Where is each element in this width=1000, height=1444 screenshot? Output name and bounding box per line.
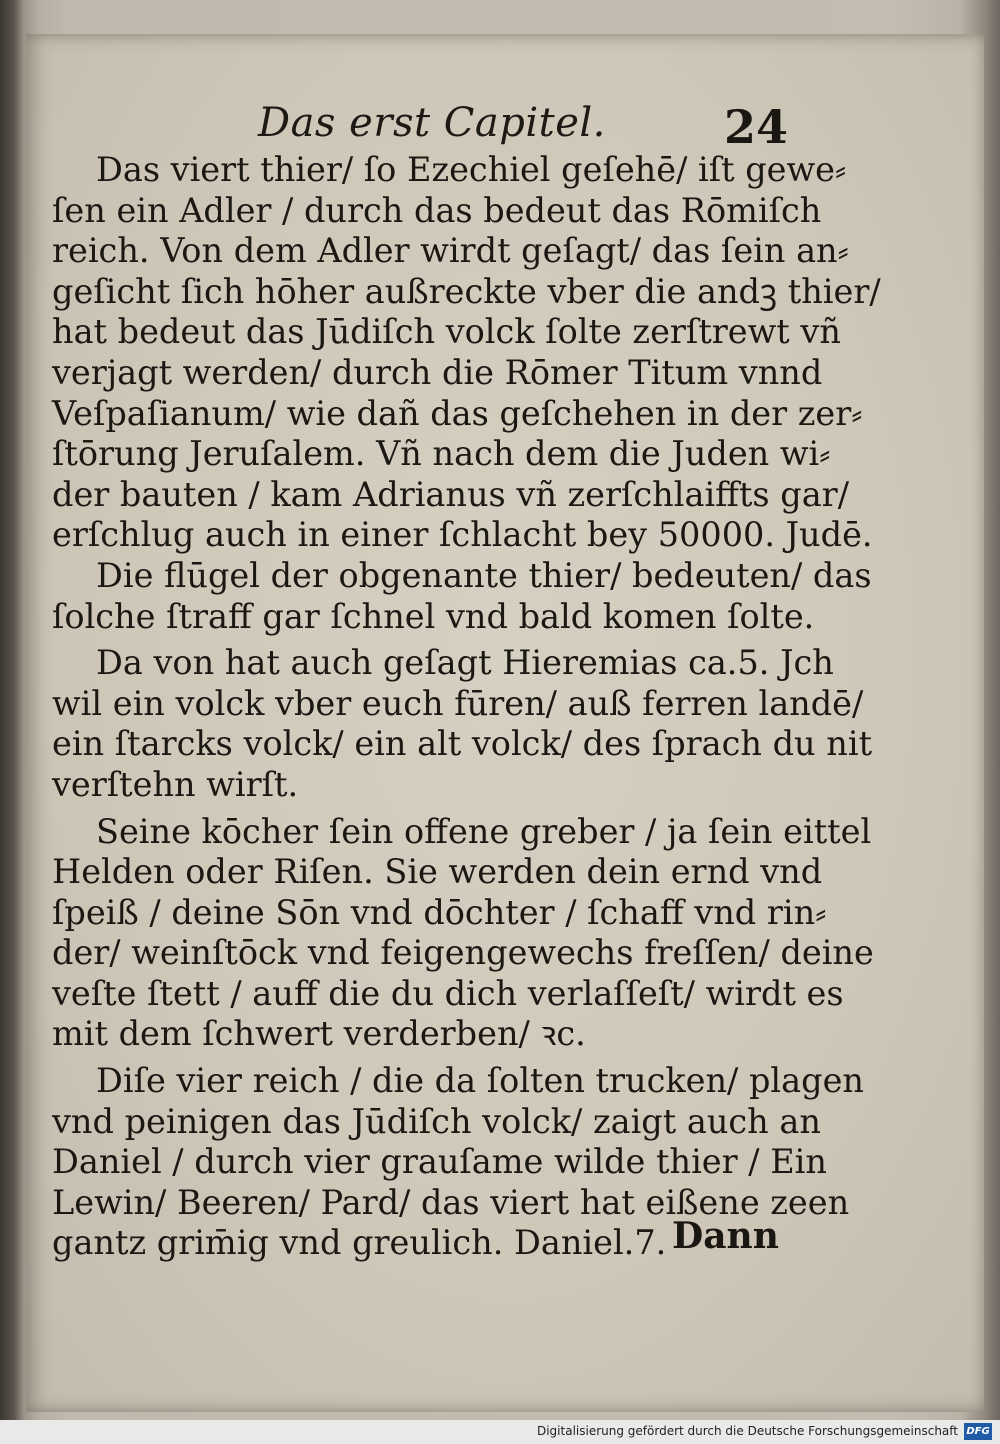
text-block — [52, 150, 881, 1264]
text-line: ſolche ſtraff gar ſchnel vnd bald komen ſolte. — [52, 596, 815, 636]
text-line: verſtehn wirſt. — [52, 764, 299, 804]
text-line: ſtōrung Jeruſalem. Vñ nach dem die Juden wi⸗ — [52, 434, 831, 474]
text-line: reich. Von dem Adler wirdt geſagt/ das ſein an⸗ — [52, 231, 849, 271]
text-line: mit dem ſchwert verderben/ ꝛc. — [52, 1014, 586, 1054]
text-line: hat bedeut das Jūdiſch volck ſolte zerſtrewt vñ — [52, 312, 841, 352]
text-line: Diſe vier reich / die da ſolten trucken/ plagen — [96, 1061, 864, 1101]
page-number: 24 — [724, 100, 789, 154]
dfg-logo-icon: DFG — [964, 1423, 992, 1440]
text-line: ein ſtarcks volck/ ein alt volck/ des ſprach du nit — [52, 724, 873, 764]
footer-bar — [0, 1420, 1000, 1444]
text-line: Seine kōcher ſein offene greber / ja ſein eittel — [96, 811, 872, 851]
text-line: Veſpaſianum/ wie dañ das geſchehen in der zer⸗ — [52, 393, 863, 433]
text-line: Die flūgel der obgenante thier/ bedeuten/ das — [96, 555, 872, 595]
text-line: erſchlug auch in einer ſchlacht bey 50000. Judē. — [52, 515, 873, 555]
text-line: vnd peinigen das Jūdiſch volck/ zaigt auch an — [52, 1101, 821, 1141]
footer-credit: Digitalisierung gefördert durch die Deutsche Forschungsgemeinschaft — [536, 1424, 958, 1438]
text-line: ſpeiß / deine Sōn vnd dōchter / ſchaff vnd rin⸗ — [52, 892, 827, 932]
text-line: veſte ſtett / auff die du dich verlaſſeſt/ wirdt es — [52, 973, 844, 1013]
text-line: der bauten / kam Adrianus vñ zerſchlaiffts gar/ — [52, 474, 849, 514]
text-line: Daniel / durch vier grauſame wilde thier / Ein — [52, 1142, 827, 1182]
running-head: Das erst Capitel. — [258, 100, 606, 146]
catchword: Dann — [672, 1215, 779, 1257]
text-line: ſen ein Adler / durch das bedeut das Rōmiſch — [52, 190, 822, 230]
text-line: Da von hat auch geſagt Hieremias ca.5. Jch — [96, 643, 834, 683]
text-line: Lewin/ Beeren/ Pard/ das viert hat eißene zeen — [52, 1182, 850, 1222]
text-line: verjagt werden/ durch die Rōmer Titum vnnd — [52, 352, 823, 392]
text-line: wil ein volck vber euch fūren/ auß ferren landē/ — [52, 683, 864, 723]
text-line: geſicht ſich hōher außreckte vber die andꝫ thier/ — [52, 271, 881, 311]
text-line: Das viert thier/ ſo Ezechiel geſehē/ iſt gewe⸗ — [96, 150, 847, 189]
text-line: Helden oder Riſen. Sie werden dein ernd vnd — [52, 852, 823, 892]
text-line: der/ weinſtōck vnd feigengewechs freſſen/ deine — [52, 933, 874, 973]
text-line: gantz grim̄ig vnd greulich. Daniel.7. — [52, 1223, 667, 1263]
